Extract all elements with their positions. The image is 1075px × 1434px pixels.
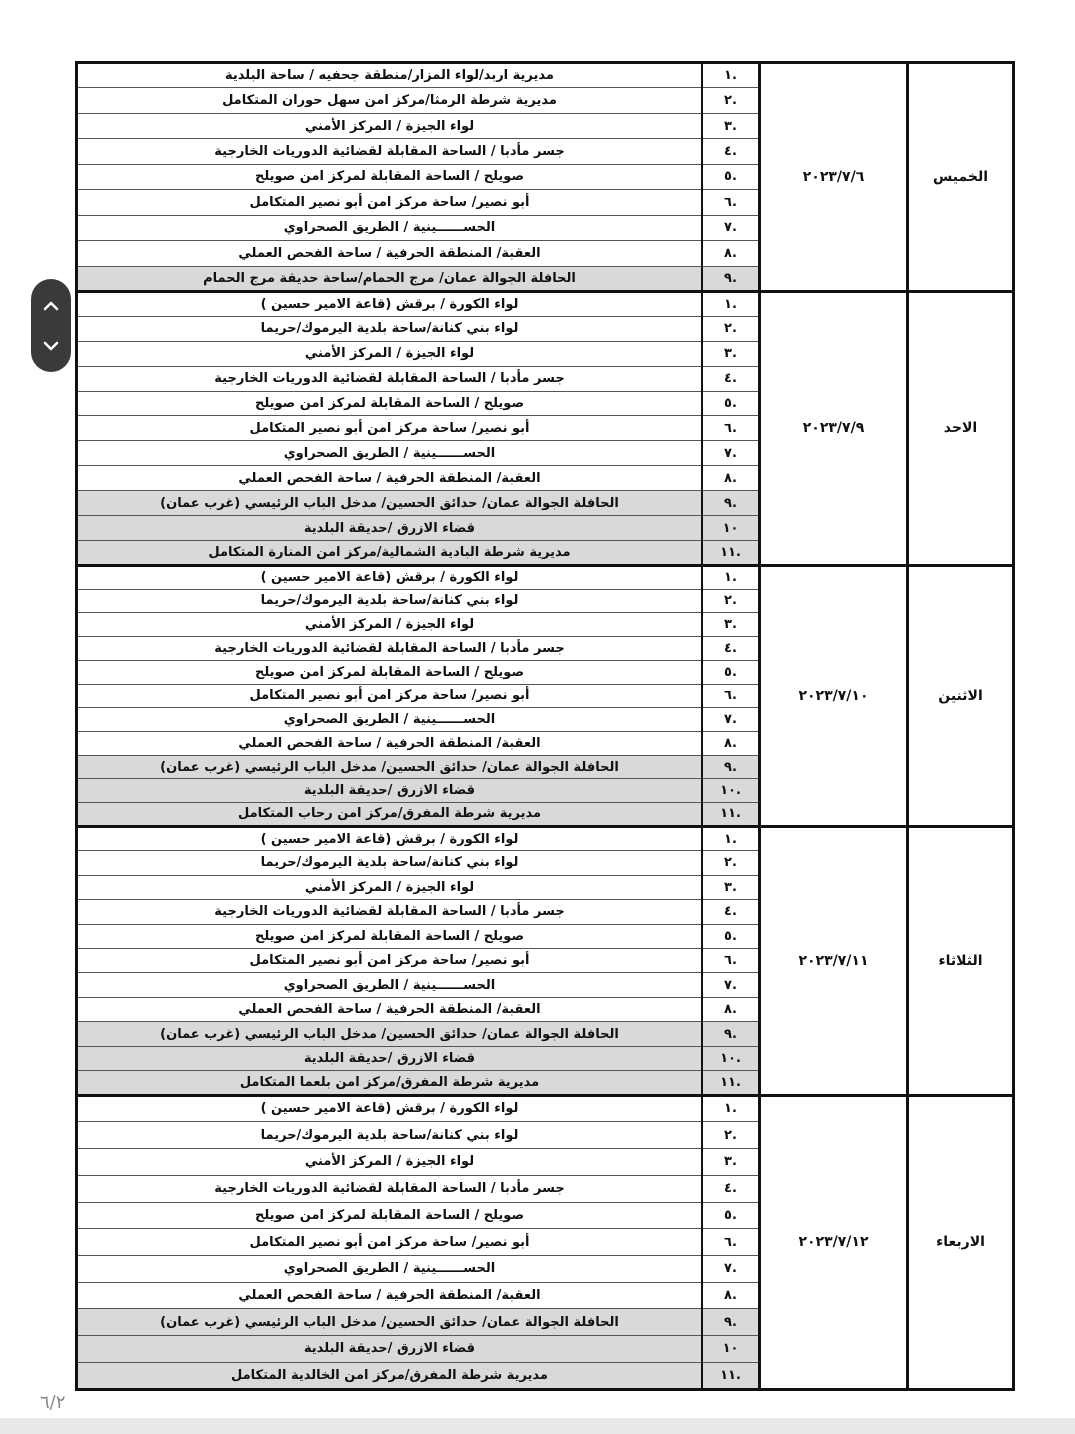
row-number: .٧: [702, 215, 760, 240]
location-text: العقبة/ المنطقة الحرفية / ساحة الفحص العملي: [77, 731, 703, 755]
previous-page-button[interactable]: [31, 286, 71, 326]
location-text: العقبة/ المنطقة الحرفية / ساحة الفحص العملي: [77, 997, 703, 1021]
row-number: .١١: [702, 803, 760, 827]
viewer-bottom-edge: [0, 1418, 1075, 1434]
location-text: جسر مأدبا / الساحة المقابلة لقضائية الدوريات الخارجية: [77, 1175, 703, 1202]
location-text: جسر مأدبا / الساحة المقابلة لقضائية الدوريات الخارجية: [77, 900, 703, 924]
row-number: .٨: [702, 731, 760, 755]
location-text: قضاء الازرق /حديقة البلدية: [77, 1046, 703, 1070]
location-text: لواء بني كنانة/ساحة بلدية اليرموك/حريما: [77, 589, 703, 613]
location-text: مديرية اربد/لواء المزار/منطقة جحفيه / ساحة البلدية: [77, 63, 703, 88]
location-text: العقبة/ المنطقة الحرفية / ساحة الفحص العملي: [77, 466, 703, 491]
row-number: .١: [702, 1095, 760, 1122]
location-text: صويلح / الساحة المقابلة لمركز امن صويلح: [77, 391, 703, 416]
row-number: .٥: [702, 1202, 760, 1229]
row-number: .٢: [702, 1122, 760, 1149]
location-text: مديرية شرطة المفرق/مركز امن الخالدية المتكامل: [77, 1362, 703, 1389]
date-value: ٢٠٢٣/٧/١٢: [760, 1095, 908, 1389]
row-number: .٤: [702, 637, 760, 661]
row-number: .١١: [702, 1362, 760, 1389]
location-text: الحســــــينية / الطريق الصحراوي: [77, 1255, 703, 1282]
row-number: .٣: [702, 341, 760, 366]
row-number: .٧: [702, 708, 760, 732]
location-text: لواء الجيزة / المركز الأمني: [77, 613, 703, 637]
location-text: الحســــــينية / الطريق الصحراوي: [77, 441, 703, 466]
location-text: جسر مأدبا / الساحة المقابلة لقضائية الدوريات الخارجية: [77, 366, 703, 391]
location-text: الحافلة الجوالة عمان/ مرج الحمام/ساحة حديقة مرج الحمام: [77, 266, 703, 291]
row-number: .٩: [702, 1022, 760, 1046]
row-number: .٧: [702, 1255, 760, 1282]
location-text: جسر مأدبا / الساحة المقابلة لقضائية الدوريات الخارجية: [77, 139, 703, 164]
date-value: ٢٠٢٣/٧/٩: [760, 291, 908, 565]
row-number: .٧: [702, 441, 760, 466]
row-number: .٣: [702, 113, 760, 138]
location-text: لواء الجيزة / المركز الأمني: [77, 113, 703, 138]
row-number: .٦: [702, 684, 760, 708]
row-number: .٤: [702, 1175, 760, 1202]
location-text: لواء الكورة / برقش (قاعة الامير حسين ): [77, 1095, 703, 1122]
location-text: العقبة/ المنطقة الحرفية / ساحة الفحص العملي: [77, 241, 703, 266]
row-number: .٥: [702, 391, 760, 416]
location-text: لواء بني كنانة/ساحة بلدية اليرموك/حريما: [77, 1122, 703, 1149]
row-number: .٩: [702, 266, 760, 291]
location-text: لواء الجيزة / المركز الأمني: [77, 341, 703, 366]
date-value: ٢٠٢٣/٧/٦: [760, 63, 908, 292]
row-number: .٢: [702, 851, 760, 875]
row-number: .٨: [702, 1282, 760, 1309]
row-number: .١١: [702, 1071, 760, 1095]
schedule-row: [77, 291, 1014, 316]
location-text: أبو نصير/ ساحة مركز امن أبو نصير المتكامل: [77, 190, 703, 215]
location-text: العقبة/ المنطقة الحرفية / ساحة الفحص العملي: [77, 1282, 703, 1309]
row-number: .٧: [702, 973, 760, 997]
schedule-row: [77, 63, 1014, 88]
row-number: .١: [702, 291, 760, 316]
row-number: ١٠: [702, 516, 760, 541]
row-number: .٢: [702, 88, 760, 113]
location-text: الحافلة الجوالة عمان/ حدائق الحسين/ مدخل الباب الرئيسي (غرب عمان): [77, 1309, 703, 1336]
row-number: .٤: [702, 900, 760, 924]
location-text: لواء بني كنانة/ساحة بلدية اليرموك/حريما: [77, 851, 703, 875]
row-number: ١٠: [702, 1336, 760, 1363]
row-number: .٥: [702, 164, 760, 189]
location-text: صويلح / الساحة المقابلة لمركز امن صويلح: [77, 660, 703, 684]
location-text: لواء بني كنانة/ساحة بلدية اليرموك/حريما: [77, 316, 703, 341]
row-number: .١: [702, 826, 760, 850]
row-number: .١٠: [702, 779, 760, 803]
location-text: أبو نصير/ ساحة مركز امن أبو نصير المتكامل: [77, 684, 703, 708]
day-name: الاثنين: [908, 565, 1014, 826]
page-number: ٦/٢: [40, 1392, 66, 1413]
page-nav-control: [31, 279, 71, 372]
location-text: الحافلة الجوالة عمان/ حدائق الحسين/ مدخل الباب الرئيسي (غرب عمان): [77, 491, 703, 516]
location-text: الحســــــينية / الطريق الصحراوي: [77, 708, 703, 732]
row-number: .٨: [702, 997, 760, 1021]
row-number: .١: [702, 565, 760, 589]
location-text: لواء الكورة / برقش (قاعة الامير حسين ): [77, 565, 703, 589]
row-number: .٢: [702, 316, 760, 341]
location-text: لواء الكورة / برقش (قاعة الامير حسين ): [77, 826, 703, 850]
row-number: .٦: [702, 416, 760, 441]
day-name: الاربعاء: [908, 1095, 1014, 1389]
chevron-up-icon: [42, 297, 60, 315]
location-text: أبو نصير/ ساحة مركز امن أبو نصير المتكامل: [77, 949, 703, 973]
row-number: .٨: [702, 241, 760, 266]
row-number: .٨: [702, 466, 760, 491]
day-name: الثلاثاء: [908, 826, 1014, 1095]
row-number: .١: [702, 63, 760, 88]
row-number: .٥: [702, 924, 760, 948]
schedule-row: [77, 1095, 1014, 1122]
row-number: .٦: [702, 1229, 760, 1256]
location-text: الحســــــينية / الطريق الصحراوي: [77, 215, 703, 240]
location-text: جسر مأدبا / الساحة المقابلة لقضائية الدوريات الخارجية: [77, 637, 703, 661]
location-text: أبو نصير/ ساحة مركز امن أبو نصير المتكامل: [77, 416, 703, 441]
location-text: مديرية شرطة المفرق/مركز امن رحاب المتكامل: [77, 803, 703, 827]
schedule-row: [77, 826, 1014, 850]
location-text: صويلح / الساحة المقابلة لمركز امن صويلح: [77, 1202, 703, 1229]
location-text: أبو نصير/ ساحة مركز امن أبو نصير المتكامل: [77, 1229, 703, 1256]
date-value: ٢٠٢٣/٧/١٠: [760, 565, 908, 826]
location-text: لواء الجيزة / المركز الأمني: [77, 1149, 703, 1176]
location-text: صويلح / الساحة المقابلة لمركز امن صويلح: [77, 924, 703, 948]
schedule-row: [77, 565, 1014, 589]
location-text: مديرية شرطة المفرق/مركز امن بلعما المتكامل: [77, 1071, 703, 1095]
location-text: قضاء الازرق /حديقة البلدية: [77, 516, 703, 541]
row-number: .٩: [702, 1309, 760, 1336]
row-number: .٩: [702, 755, 760, 779]
date-value: ٢٠٢٣/٧/١١: [760, 826, 908, 1095]
row-number: .٤: [702, 139, 760, 164]
chevron-down-icon: [42, 337, 60, 355]
row-number: .١٠: [702, 1046, 760, 1070]
location-text: مديرية شرطة الرمثا/مركز امن سهل حوران المتكامل: [77, 88, 703, 113]
day-name: الاحد: [908, 291, 1014, 565]
row-number: .٣: [702, 875, 760, 899]
row-number: .٥: [702, 660, 760, 684]
row-number: .٢: [702, 589, 760, 613]
row-number: .١١: [702, 541, 760, 566]
next-page-button[interactable]: [31, 326, 71, 366]
day-name: الخميس: [908, 63, 1014, 292]
row-number: .٣: [702, 1149, 760, 1176]
location-text: قضاء الازرق /حديقة البلدية: [77, 779, 703, 803]
schedule-table: [75, 61, 1015, 1391]
row-number: .٤: [702, 366, 760, 391]
row-number: .٦: [702, 190, 760, 215]
row-number: .٦: [702, 949, 760, 973]
location-text: لواء الكورة / برقش (قاعة الامير حسين ): [77, 291, 703, 316]
location-text: الحســــــينية / الطريق الصحراوي: [77, 973, 703, 997]
location-text: لواء الجيزة / المركز الأمني: [77, 875, 703, 899]
location-text: الحافلة الجوالة عمان/ حدائق الحسين/ مدخل الباب الرئيسي (غرب عمان): [77, 1022, 703, 1046]
location-text: الحافلة الجوالة عمان/ حدائق الحسين/ مدخل الباب الرئيسي (غرب عمان): [77, 755, 703, 779]
location-text: مديرية شرطة البادية الشمالية/مركز امن المنارة المتكامل: [77, 541, 703, 566]
row-number: .٩: [702, 491, 760, 516]
location-text: صويلح / الساحة المقابلة لمركز امن صويلح: [77, 164, 703, 189]
row-number: .٣: [702, 613, 760, 637]
location-text: قضاء الازرق /حديقة البلدية: [77, 1336, 703, 1363]
